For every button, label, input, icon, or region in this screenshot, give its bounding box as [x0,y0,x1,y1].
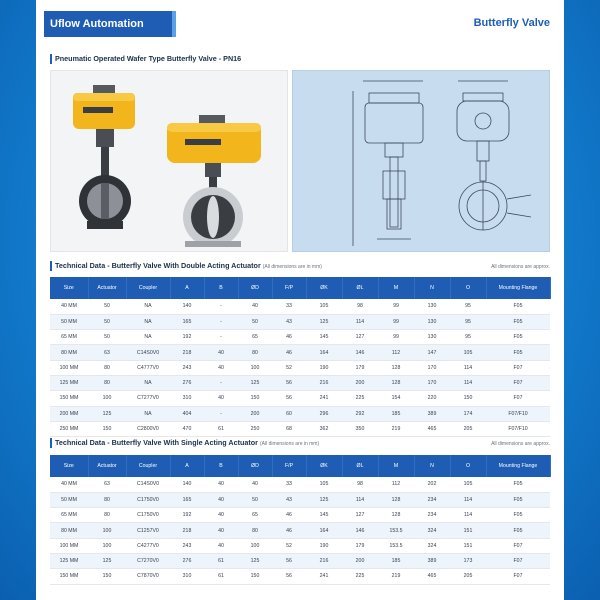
table-cell: - [204,299,238,314]
table-cell: 40 [204,538,238,553]
table-cell: F07 [486,391,550,406]
table-cell: C14S0V0 [126,477,170,492]
table-cell: 219 [378,421,414,436]
column-header: ØL [342,277,378,299]
column-header: Mounting Flange [486,455,550,477]
table-row [50,360,550,375]
valve-right [167,115,261,247]
table-cell: 95 [450,314,486,329]
table-cell: 50 [88,299,126,314]
table-double-acting-approx: All dimensions are approx. [491,264,550,270]
column-header: O [450,455,486,477]
table-row [50,345,550,360]
table-cell: 200 [342,553,378,568]
table-cell: 234 [414,492,450,507]
table-cell: 65 [238,330,272,345]
table-cell: 40 [204,345,238,360]
table-cell: 389 [414,553,450,568]
table-single-acting [50,455,551,585]
table-cell: 165 [170,314,204,329]
table-cell: 112 [378,477,414,492]
table-cell: NA [126,299,170,314]
table-cell: 50 MM [50,492,88,507]
table-cell: 80 [238,345,272,360]
table-cell: 140 [170,477,204,492]
table-cell: 95 [450,299,486,314]
column-header: M [378,277,414,299]
table-cell: 80 [88,508,126,523]
table-cell: 56 [272,553,306,568]
table-cell: 145 [306,330,342,345]
table-cell: 98 [342,299,378,314]
table-cell: C7270V0 [126,553,170,568]
column-header: ØK [306,277,342,299]
table-cell: F05 [486,299,550,314]
table-cell: 65 MM [50,330,88,345]
table-cell: 40 MM [50,477,88,492]
table-cell: 130 [414,330,450,345]
table-cell: 100 MM [50,360,88,375]
table-cell: 146 [342,523,378,538]
table-cell: 219 [378,569,414,584]
valve-photo-illustration [51,71,289,253]
table-cell: 218 [170,345,204,360]
table-cell: F05 [486,345,550,360]
document-title: Butterfly Valve [473,17,550,29]
table-cell: 50 [238,314,272,329]
table-row [50,508,550,523]
table-cell: 114 [342,492,378,507]
valve-left [73,85,135,229]
table-cell: 56 [272,569,306,584]
table-cell: C1750V0 [126,508,170,523]
table-row [50,553,550,568]
column-header: F/P [272,455,306,477]
table-cell: F07 [486,569,550,584]
table-cell: 150 MM [50,569,88,584]
table-cell: 153.5 [378,523,414,538]
table-cell: 105 [306,477,342,492]
table-row [50,523,550,538]
table-cell: 114 [450,508,486,523]
table-cell: 225 [342,391,378,406]
table-cell: 243 [170,360,204,375]
table-row [50,391,550,406]
table-cell: 52 [272,360,306,375]
table-cell: 50 [88,330,126,345]
table-double-acting-note: (All dimensions are in mm) [262,264,322,270]
table-cell: 128 [378,508,414,523]
column-header: Actuator [88,277,126,299]
table-cell: F05 [486,330,550,345]
table-cell: 128 [378,492,414,507]
column-header: Size [50,455,88,477]
table-cell: 200 MM [50,406,88,421]
table-cell: 125 [238,553,272,568]
table-cell: 33 [272,477,306,492]
table-cell: 114 [450,360,486,375]
table-double-acting-heading: Technical Data - Butterfly Valve With Double Acting Actuator [55,261,261,270]
table-cell: F07 [486,538,550,553]
table-cell: 173 [450,553,486,568]
table-cell: 43 [272,314,306,329]
table-cell: - [204,330,238,345]
column-header: F/P [272,277,306,299]
column-header: B [204,455,238,477]
table-cell: 114 [342,314,378,329]
table-cell: 100 [88,391,126,406]
table-cell: 125 [306,492,342,507]
table-cell: 310 [170,569,204,584]
table-cell: 234 [414,508,450,523]
table-cell: - [204,375,238,390]
column-header: N [414,455,450,477]
table-cell: 465 [414,569,450,584]
table-cell: - [204,406,238,421]
table-cell: 40 [238,477,272,492]
table-cell: 350 [342,421,378,436]
column-header: Coupler [126,277,170,299]
table-cell: 61 [204,569,238,584]
table-cell: 205 [450,569,486,584]
table-cell: 250 [238,421,272,436]
table-single-acting-note: (All dimensions are in mm) [259,441,320,447]
table-cell: 170 [414,360,450,375]
column-header: Mounting Flange [486,277,550,299]
table-cell: 99 [378,299,414,314]
table-cell: 154 [378,391,414,406]
table-cell: 125 [238,375,272,390]
table-cell: 125 [88,406,126,421]
table-cell: C1750V0 [126,492,170,507]
table-cell: 56 [272,375,306,390]
table-cell: 100 MM [50,538,88,553]
column-header: Coupler [126,455,170,477]
table-cell: 185 [378,406,414,421]
table-cell: F05 [486,477,550,492]
valve-dimension-drawing [293,71,551,253]
table-cell: 33 [272,299,306,314]
table-cell: 170 [414,375,450,390]
table-cell: 389 [414,406,450,421]
table-cell: 150 [238,391,272,406]
table-cell: 150 [88,569,126,584]
table-cell: 164 [306,345,342,360]
table-cell: 60 [272,406,306,421]
table-cell: 61 [204,421,238,436]
table-single-acting-approx: All dimensions are approx. [491,441,550,447]
table-header-row [50,455,550,477]
table-cell: 150 [88,421,126,436]
table-cell: 324 [414,538,450,553]
table-cell: 105 [306,299,342,314]
product-section-title: Pneumatic Operated Wafer Type Butterfly Valve - PN16 [50,54,241,64]
table-cell: F07/F10 [486,406,550,421]
product-photo-panel [50,70,288,252]
table-cell: 112 [378,345,414,360]
table-double-acting [50,277,551,437]
column-header: Size [50,277,88,299]
table-cell: 105 [450,477,486,492]
column-header: O [450,277,486,299]
column-header: B [204,277,238,299]
table-cell: 225 [342,569,378,584]
table-cell: 185 [378,553,414,568]
column-header: N [414,277,450,299]
page-header [44,11,556,37]
technical-drawing-panel [292,70,550,252]
table-cell: 205 [450,421,486,436]
table-cell: 190 [306,360,342,375]
table-cell: F05 [486,508,550,523]
table-cell: 153.5 [378,538,414,553]
table-cell: 68 [272,421,306,436]
table-cell: 99 [378,314,414,329]
table-cell: 63 [88,477,126,492]
table-single-acting-title [50,438,319,448]
table-cell: 50 [88,314,126,329]
table-cell: 125 [88,553,126,568]
column-header: ØD [238,455,272,477]
table-cell: 165 [170,492,204,507]
table-cell: 190 [306,538,342,553]
table-cell: 125 MM [50,375,88,390]
table-cell: 296 [306,406,342,421]
table-cell: 324 [414,523,450,538]
table-cell: 46 [272,508,306,523]
table-cell: 164 [306,523,342,538]
brand-label: Uflow Automation [44,11,176,37]
table-cell: 202 [414,477,450,492]
table-cell: NA [126,314,170,329]
table-cell: 50 MM [50,314,88,329]
table-cell: C7870V0 [126,569,170,584]
table-cell: F07 [486,360,550,375]
table-cell: F07 [486,375,550,390]
table-cell: 125 MM [50,553,88,568]
table-cell: 61 [204,553,238,568]
table-row [50,569,550,584]
table-row [50,477,550,492]
table-cell: 220 [414,391,450,406]
table-cell: 80 [238,523,272,538]
table-cell: C1257V0 [126,523,170,538]
table-row [50,330,550,345]
table-cell: NA [126,375,170,390]
table-cell: C4777V0 [126,360,170,375]
table-cell: 151 [450,538,486,553]
table-row [50,314,550,329]
table-cell: 145 [306,508,342,523]
table-cell: 146 [342,345,378,360]
table-cell: 100 [88,538,126,553]
table-cell: 128 [378,375,414,390]
table-row [50,538,550,553]
table-cell: 276 [170,375,204,390]
table-cell: 98 [342,477,378,492]
table-cell: 241 [306,569,342,584]
table-double-acting-title [50,261,322,271]
table-cell: - [204,314,238,329]
table-cell: 216 [306,375,342,390]
table-cell: 200 [342,375,378,390]
table-cell: 465 [414,421,450,436]
table-cell: 56 [272,391,306,406]
table-cell: 99 [378,330,414,345]
table-single-acting-heading: Technical Data - Butterfly Valve With Single Acting Actuator [55,438,258,447]
table-cell: F05 [486,523,550,538]
table-cell: 65 MM [50,508,88,523]
table-cell: 80 MM [50,523,88,538]
table-cell: F07 [486,553,550,568]
table-row [50,299,550,314]
table-cell: 362 [306,421,342,436]
table-cell: 52 [272,538,306,553]
table-cell: 174 [450,406,486,421]
table-cell: 95 [450,330,486,345]
table-cell: 46 [272,345,306,360]
table-cell: 130 [414,314,450,329]
table-cell: 40 [204,492,238,507]
table-cell: 218 [170,523,204,538]
table-cell: 128 [378,360,414,375]
table-cell: F07/F10 [486,421,550,436]
column-header: A [170,455,204,477]
table-cell: 40 [204,391,238,406]
table-cell: 310 [170,391,204,406]
table-cell: 127 [342,508,378,523]
table-cell: 292 [342,406,378,421]
table-cell: 130 [414,299,450,314]
table-row [50,421,550,436]
table-cell: 50 [238,492,272,507]
table-cell: C14S0V0 [126,345,170,360]
table-cell: 65 [238,508,272,523]
table-cell: C4277V0 [126,538,170,553]
table-cell: 250 MM [50,421,88,436]
table-cell: 243 [170,538,204,553]
table-cell: 150 MM [50,391,88,406]
table-cell: NA [126,330,170,345]
table-cell: 114 [450,492,486,507]
table-cell: F05 [486,492,550,507]
table-cell: 40 [204,508,238,523]
table-cell: 40 [204,523,238,538]
column-header: A [170,277,204,299]
table-row [50,406,550,421]
table-cell: 179 [342,360,378,375]
table-cell: C7277V0 [126,391,170,406]
table-header-row [50,277,550,299]
column-header: Actuator [88,455,126,477]
table-cell: 192 [170,508,204,523]
table-cell: 80 MM [50,345,88,360]
table-cell: 127 [342,330,378,345]
table-cell: 150 [450,391,486,406]
datasheet-page [36,0,564,600]
table-cell: C2800V0 [126,421,170,436]
table-cell: 150 [238,569,272,584]
table-cell: 80 [88,492,126,507]
column-header: ØD [238,277,272,299]
table-cell: 125 [306,314,342,329]
table-cell: 100 [238,538,272,553]
table-cell: 179 [342,538,378,553]
table-cell: 100 [88,523,126,538]
table-cell: 40 [204,477,238,492]
table-cell: 40 MM [50,299,88,314]
table-cell: 276 [170,553,204,568]
column-header: M [378,455,414,477]
table-cell: 40 [204,360,238,375]
table-cell: 46 [272,330,306,345]
table-cell: 80 [88,375,126,390]
table-row [50,375,550,390]
table-cell: 404 [170,406,204,421]
table-cell: 216 [306,553,342,568]
table-cell: 114 [450,375,486,390]
table-cell: 46 [272,523,306,538]
table-cell: 192 [170,330,204,345]
table-cell: 470 [170,421,204,436]
table-cell: 100 [238,360,272,375]
table-cell: F05 [486,314,550,329]
table-cell: 43 [272,492,306,507]
table-cell: 105 [450,345,486,360]
table-cell: 140 [170,299,204,314]
column-header: ØL [342,455,378,477]
table-row [50,492,550,507]
table-cell: 147 [414,345,450,360]
table-cell: 80 [88,360,126,375]
table-cell: 151 [450,523,486,538]
column-header: ØK [306,455,342,477]
table-cell: 63 [88,345,126,360]
table-cell: 241 [306,391,342,406]
table-cell: NA [126,406,170,421]
table-cell: 40 [238,299,272,314]
table-cell: 200 [238,406,272,421]
